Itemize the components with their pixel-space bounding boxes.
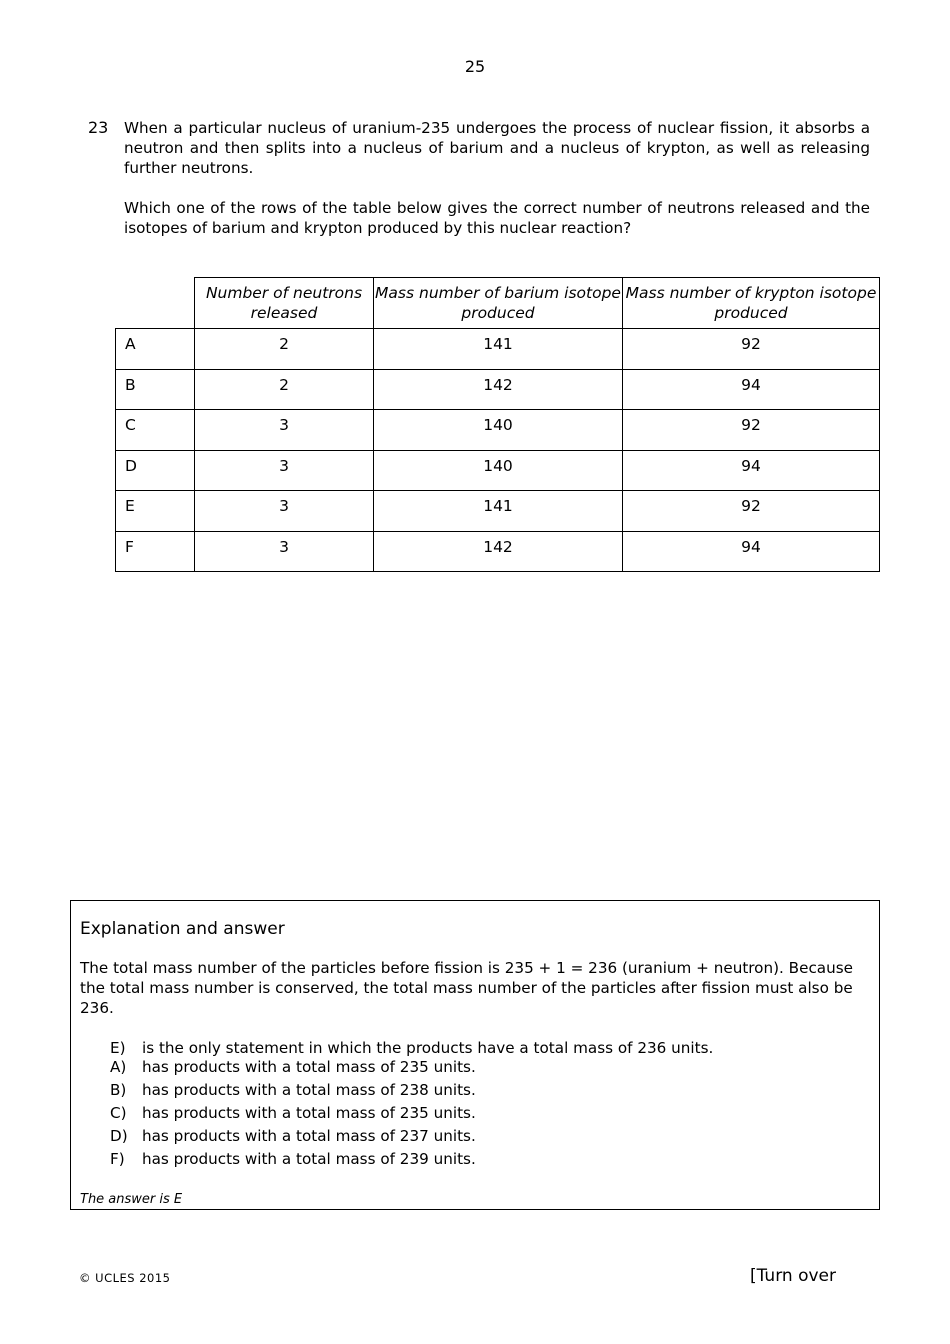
question-body <box>124 118 870 258</box>
table-row <box>116 329 880 370</box>
cell-barium: 140 <box>374 410 623 451</box>
question-paragraph-1: When a particular nucleus of uranium-235 undergoes the process of nuclear fission, it absorbs a neutron and then splits into a nucleus of barium and a nucleus of krypton, as well as releasing further neutrons. <box>124 119 870 177</box>
header-neutrons: Number of neutrons released <box>195 278 374 329</box>
cell-neutrons: 2 <box>195 329 374 370</box>
header-barium: Mass number of barium isotope produced <box>374 278 623 329</box>
item-tag: F) <box>110 1150 125 1168</box>
cell-neutrons: 3 <box>195 450 374 491</box>
row-letter: F <box>116 531 195 572</box>
item-text: has products with a total mass of 238 units. <box>142 1081 476 1099</box>
cell-barium: 141 <box>374 491 623 532</box>
cell-neutrons: 3 <box>195 491 374 532</box>
item-text: has products with a total mass of 235 units. <box>142 1058 476 1076</box>
cell-krypton: 92 <box>623 410 880 451</box>
item-tag: E) <box>110 1039 126 1057</box>
item-text: has products with a total mass of 237 units. <box>142 1127 476 1145</box>
explanation-title: Explanation and answer <box>80 919 285 939</box>
item-text: has products with a total mass of 235 units. <box>142 1104 476 1122</box>
cell-krypton: 92 <box>623 491 880 532</box>
question-number: 23 <box>88 118 109 137</box>
row-letter: D <box>116 450 195 491</box>
cell-neutrons: 3 <box>195 410 374 451</box>
turn-over: [Turn over <box>750 1266 836 1286</box>
row-letter: E <box>116 491 195 532</box>
cell-krypton: 94 <box>623 450 880 491</box>
cell-krypton: 94 <box>623 369 880 410</box>
cell-krypton: 94 <box>623 531 880 572</box>
header-krypton: Mass number of krypton isotope produced <box>623 278 880 329</box>
options-table <box>115 277 880 572</box>
item-text: has products with a total mass of 239 units. <box>142 1150 476 1168</box>
explanation-list <box>80 1038 870 1172</box>
page-number: 25 <box>464 57 486 76</box>
item-tag: B) <box>110 1081 127 1099</box>
table-row <box>116 531 880 572</box>
table-row <box>116 369 880 410</box>
row-letter: C <box>116 410 195 451</box>
answer-line: The answer is E <box>80 1192 183 1207</box>
list-item <box>110 1057 870 1080</box>
row-letter: B <box>116 369 195 410</box>
table-row <box>116 410 880 451</box>
table-row <box>116 491 880 532</box>
list-item <box>110 1038 870 1057</box>
cell-barium: 140 <box>374 450 623 491</box>
explanation-text: The total mass number of the particles before fission is 235 + 1 = 236 (uranium + neutron). Because the total mass number is conserved, the total mass number of the particles after fission must also be 236. <box>80 959 853 1017</box>
row-letter: A <box>116 329 195 370</box>
list-item <box>110 1103 870 1126</box>
cell-barium: 142 <box>374 531 623 572</box>
cell-barium: 142 <box>374 369 623 410</box>
table-row <box>116 450 880 491</box>
item-tag: D) <box>110 1127 128 1145</box>
cell-neutrons: 3 <box>195 531 374 572</box>
item-tag: A) <box>110 1058 127 1076</box>
cell-krypton: 92 <box>623 329 880 370</box>
table-header-row <box>116 278 880 329</box>
cell-neutrons: 2 <box>195 369 374 410</box>
list-item <box>110 1080 870 1103</box>
question-paragraph-2: Which one of the rows of the table below gives the correct number of neutrons released and the isotopes of barium and krypton produced by this nuclear reaction? <box>124 199 870 237</box>
copyright: © UCLES 2015 <box>79 1271 171 1285</box>
table-corner-cell <box>116 278 195 329</box>
list-item <box>110 1149 870 1172</box>
item-text: is the only statement in which the products have a total mass of 236 units. <box>142 1039 714 1057</box>
item-tag: C) <box>110 1104 127 1122</box>
cell-barium: 141 <box>374 329 623 370</box>
explanation-box <box>70 900 880 1210</box>
list-item <box>110 1126 870 1149</box>
